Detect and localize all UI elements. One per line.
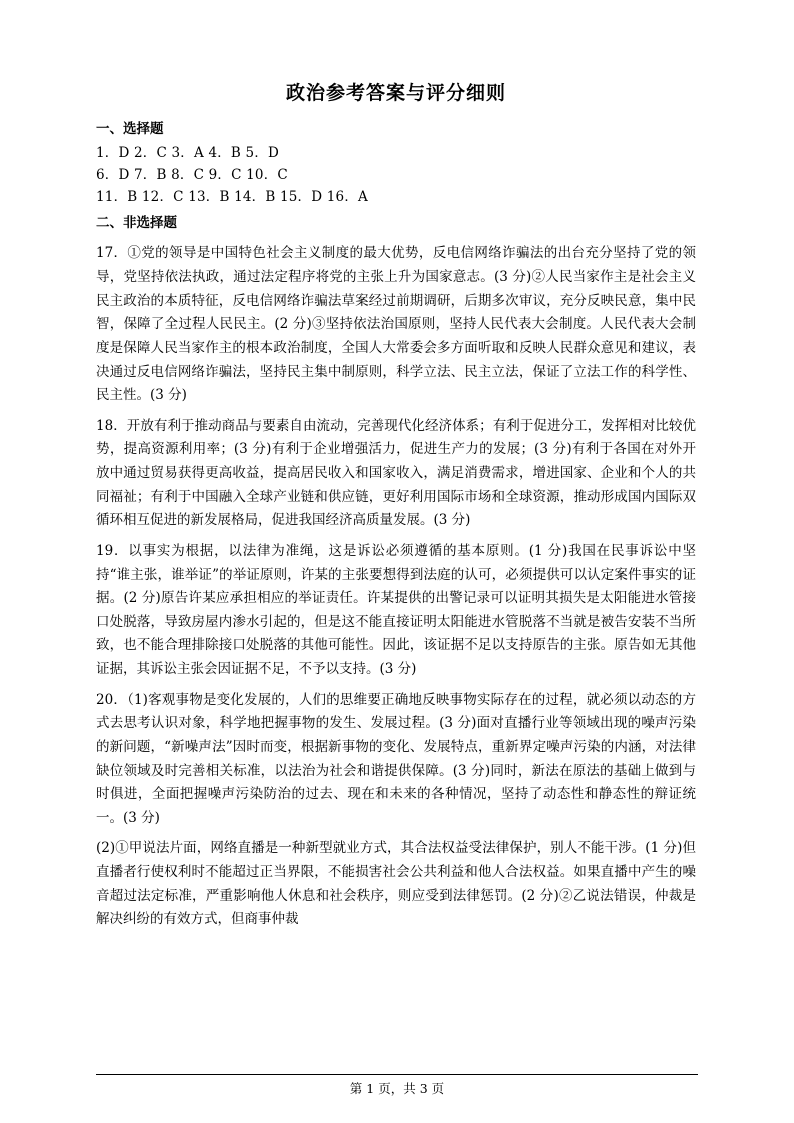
footer-suffix: 页 <box>431 1081 445 1096</box>
page-content <box>96 78 696 932</box>
page-title: 政治参考答案与评分细则 <box>285 82 506 104</box>
section-heading-non-choice: 二、非选择题 <box>96 214 177 231</box>
footer-total-pages: 3 <box>419 1081 428 1096</box>
page-footer <box>0 1079 794 1097</box>
footer-middle: 页，共 <box>378 1081 416 1096</box>
answer-paragraph-17: 17．①党的领导是中国特色社会主义制度的最大优势，反电信网络诈骗法的出台充分坚持了党的领导，党坚持依法执政，通过法定程序将党的主张上升为国家意志。(3 分)②人民当家作主是社会主义民主政治的本质特征，反电信网络诈骗法草案经过前期调研，后期多次审议，充分反映民意，集中民智，保障了全过程人民民主。(2 分)③坚持依法治国原则，坚持人民代表大会制度。人民代表大会制度是保障人民当家作主的根本政治制度，全国人大常委会多方面听取和反映人民群众意见和建议，表决通过反电信网络诈骗法，坚持民主集中制原则，科学立法、民主立法，保证了立法工作的科学性、民主性。(3 分) <box>96 245 696 404</box>
answer-paragraph-18: 18．开放有利于推动商品与要素自由流动，完善现代化经济体系；有利于促进分工，发挥相对比较优势，提高资源利用率；(3 分)有利于企业增强活力，促进生产力的发展；(3 分)有利于各国在对外开放中通过贸易获得更高收益，提高居民收入和国家收入，满足消费需求，增进国家、企业和个人的共同福祉；有利于中国融入全球产业链和供应链，更好利用国际市场和全球资源，推动形成国内国际双循环相互促进的新发展格局，促进我国经济高质量发展。(3 分) <box>96 417 696 529</box>
choice-answer-line: 11．B 12．C 13．B 14．B 15．D 16．A <box>96 188 368 205</box>
choice-answer-line: 1．D 2．C 3．A 4．B 5．D <box>96 144 280 161</box>
answer-paragraph-20-1: 20．（1)客观事物是变化发展的，人们的思维要正确地反映事物实际存在的过程，就必须以动态的方式去思考认识对象，科学地把握事物的发生、发展过程。(3 分)面对直播行业等领域出现的噪声污染的新问题，“新噪声法”因时而变，根据新事物的变化、发展特点，重新界定噪声污染的内涵，对法律缺位领域及时完善相关标准，以法治为社会和谐提供保障。(3 分)同时，新法在原法的基础上做到与时俱进，全面把握噪声污染防治的过去、现在和未来的各种情况，坚持了动态性和静态性的辩证统一。(3 分) <box>96 691 696 826</box>
answer-paragraph-19: 19．以事实为根据，以法律为准绳，这是诉讼必须遵循的基本原则。(1 分)我国在民事诉讼中坚持“谁主张，谁举证”的举证原则，许某的主张要想得到法庭的认可，必须提供可以认定案件事实的证据。(2 分)原告许某应承担相应的举证责任。许某提供的出警记录可以证明其损失是太阳能进水管接口处脱落，导致房屋内渗水引起的，但是这不能直接证明太阳能进水管脱落不当就是被告安装不当所致，也不能合理排除接口处脱落的其他可能性。因此，该证据不足以支持原告的主张。原告如无其他证据，其诉讼主张会因证据不足，不予以支持。(3 分) <box>96 542 696 678</box>
footer-divider <box>96 1074 698 1075</box>
answer-paragraph-20-2: (2)①甲说法片面，网络直播是一种新型就业方式，其合法权益受法律保护，别人不能干涉。(1 分)但直播者行使权利时不能超过正当界限，不能损害社会公共利益和他人合法权益。如果直播中产生的噪音超过法定标准，严重影响他人休息和社会秩序，则应受到法律惩罚。(2 分)②乙说法错误，仲裁是解决纠纷的有效方式，但商事仲裁 <box>96 840 696 928</box>
choice-answer-line: 6．D 7．B 8．C 9．C 10．C <box>96 166 288 183</box>
footer-prefix: 第 <box>349 1081 363 1096</box>
footer-current-page: 1 <box>366 1081 375 1096</box>
section-heading-choice: 一、选择题 <box>96 121 164 137</box>
